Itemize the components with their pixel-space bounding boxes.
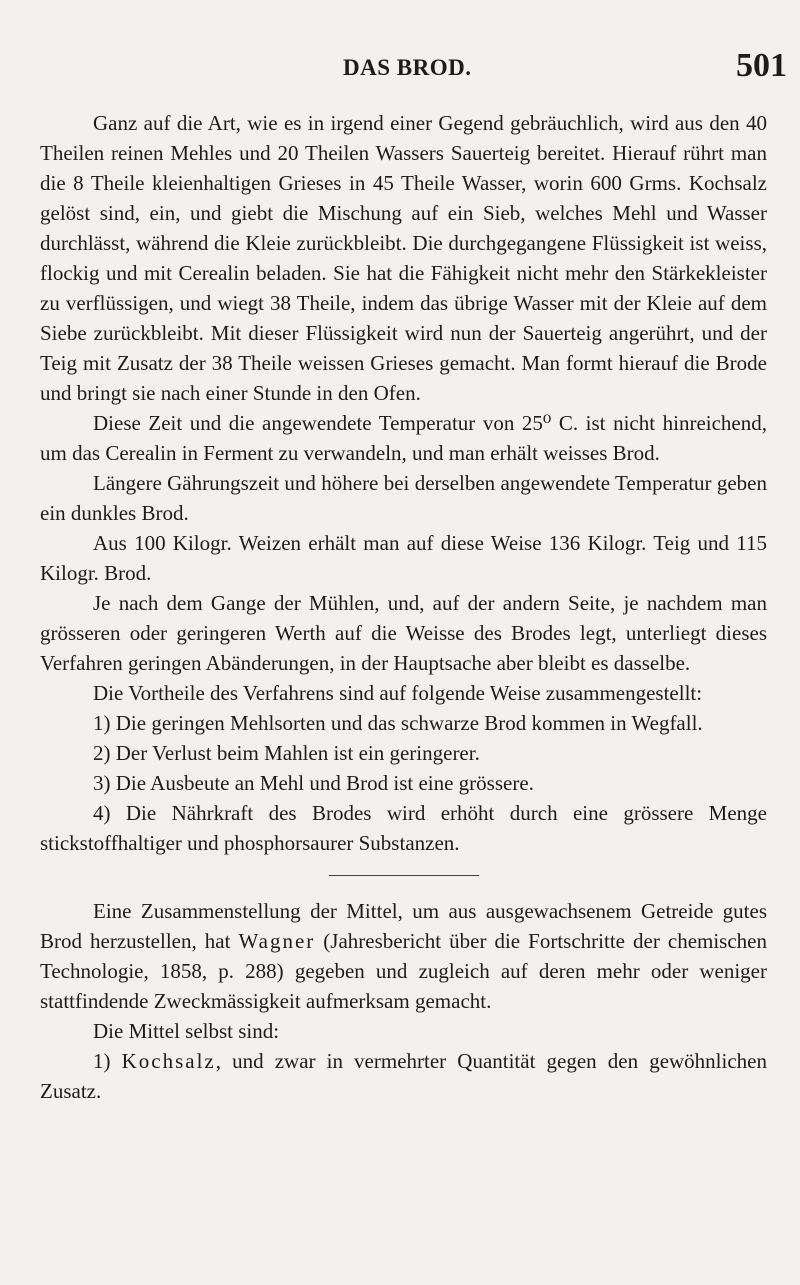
paragraph-wagner: [40, 896, 767, 1016]
means-number: 1): [93, 1049, 122, 1073]
means-text: , und zwar in vermehrter Quantität gegen den gewöhnlichen Zusatz.: [40, 1049, 767, 1103]
list-item-means-1: [40, 1046, 767, 1106]
paragraph-yield: Aus 100 Kilogr. Weizen erhält man auf diese Weise 136 Kilogr. Teig und 115 Kilogr. Brod.: [40, 531, 767, 585]
running-head: [40, 47, 800, 95]
author-name: Wagner: [238, 929, 316, 953]
list-item-advantage-4: 4) Die Nährkraft des Brodes wird erhöht durch eine grössere Menge stickstoffhaltiger und phosphorsaurer Substanzen.: [40, 801, 767, 855]
paragraph-method: Ganz auf die Art, wie es in irgend einer Gegend gebräuchlich, wird aus den 40 Theilen reinen Mehles und 20 Theilen Wassers Sauerteig bereitet. Hierauf rührt man die 8 Theile kleienhaltigen Grieses in 45 Theile Wasser, worin 600 Grms. Kochsalz gelöst sind, ein, und giebt die Mischung auf ein Sieb, welches Mehl und Wasser durchlässt, während die Kleie zurückbleibt. Die durchgegangene Flüssigkeit ist weiss, flockig und mit Cerealin beladen. Sie hat die Fähigkeit nicht mehr den Stärkekleister zu verflüssigen, und wiegt 38 Theile, indem das übrige Wasser mit der Kleie auf dem Siebe zurückbleibt. Mit dieser Flüssigkeit wird nun der Sauerteig angerührt, und der Teig mit Zusatz der 38 Theile weissen Grieses gemacht. Man formt hierauf die Brode und bringt sie nach einer Stunde in den Ofen.: [40, 111, 767, 405]
list-item-advantage-2: 2) Der Verlust beim Mahlen ist ein geringerer.: [93, 741, 480, 765]
list-item-advantage-1: 1) Die geringen Mehlsorten und das schwarze Brod kommen in Wegfall.: [93, 711, 703, 735]
page-number: 501: [736, 47, 787, 84]
paragraph-advantages-intro: Die Vortheile des Verfahrens sind auf folgende Weise zusammengestellt:: [93, 681, 703, 705]
paragraph-temperature: Diese Zeit und die angewendete Temperatur von 25⁰ C. ist nicht hinreichend, um das Cerealin in Ferment zu verwandeln, und man erhält weisses Brod.: [40, 411, 767, 465]
means-term: Kochsalz: [121, 1049, 216, 1073]
paragraph-means-intro: Die Mittel selbst sind:: [93, 1019, 280, 1043]
wagner-text-before: Eine Zusammenstellung der Mittel, um aus ausgewachsenem Getreide gutes Brod herzustellen, hat: [40, 899, 767, 953]
body-text: [40, 108, 767, 1106]
paragraph-variations: Je nach dem Gange der Mühlen, und, auf der andern Seite, je nachdem man grösseren oder geringeren Werth auf die Weisse des Brodes legt, unterliegt dieses Verfahren geringen Abänderungen, in der Hauptsache aber bleibt es dasselbe.: [40, 591, 767, 675]
paragraph-fermentation: Längere Gährungszeit und höhere bei derselben angewendete Temperatur geben ein dunkles Brod.: [40, 471, 767, 525]
list-item-advantage-3: 3) Die Ausbeute an Mehl und Brod ist eine grössere.: [93, 771, 534, 795]
wagner-text-after: (Jahresbericht über die Fortschritte der chemischen Technologie, 1858, p. 288) gegeben und zugleich auf deren mehr oder weniger stattfindende Zweckmässigkeit aufmerksam gemacht.: [40, 929, 767, 1013]
section-divider: [329, 875, 479, 876]
running-title: DAS BROD.: [343, 55, 472, 80]
